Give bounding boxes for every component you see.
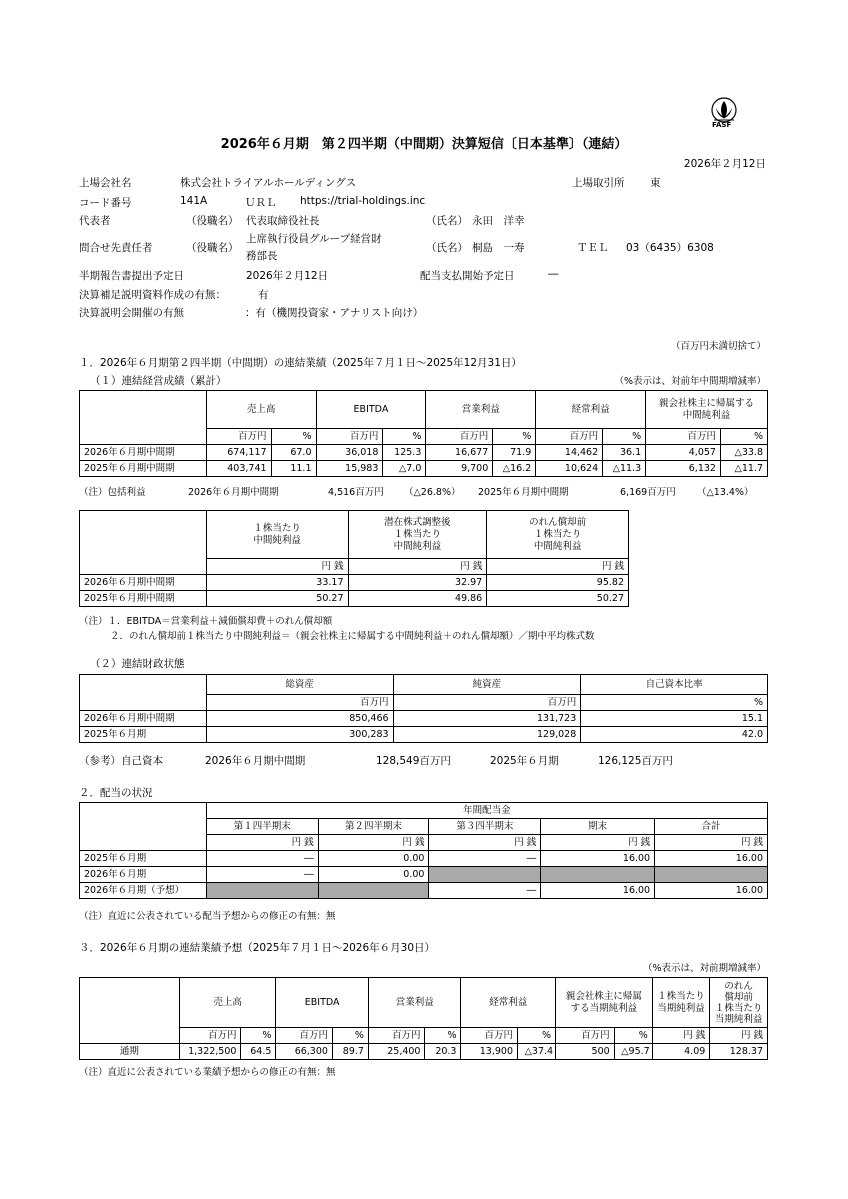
cell: 0.00 [318, 851, 429, 867]
ref-equity-cur: 128,549百万円 [376, 755, 451, 767]
col-eps-bg-line3: 中間純利益 [533, 540, 582, 552]
cell: △33.8 [720, 445, 767, 461]
col-sales: 売上高 [179, 978, 276, 1028]
briefing-value: ：有（機関投資家・アナリスト向け） [245, 307, 424, 319]
col-total-assets: 総資産 [206, 675, 393, 695]
unit: 円 銭 [710, 1028, 768, 1044]
row-label: 2025年６月期 [80, 851, 207, 867]
col-ebitda: EBITDA [276, 978, 369, 1028]
col-eps-bg-line1: のれん償却前 [529, 516, 587, 528]
briefing-label: 決算説明会開催の有無 [79, 307, 184, 319]
ref-equity-cur-label: 2026年６月期中間期 [205, 755, 306, 767]
unit: % [425, 1028, 461, 1044]
contact-name: 桐島 一寿 [472, 242, 525, 254]
col-total: 合計 [655, 819, 768, 835]
cell: 25,400 [368, 1044, 425, 1060]
col-eps [652, 978, 710, 1028]
cell: 49.86 [348, 591, 487, 607]
unit: % [581, 695, 768, 711]
dividend-start: ― [548, 268, 559, 280]
cell: 16.00 [541, 851, 655, 867]
tel-label: ＴＥＬ [577, 242, 609, 254]
col-eps-bg-line4: 当期純利益 [714, 1013, 763, 1025]
col-net-income [646, 391, 768, 429]
unit: 円 銭 [429, 835, 541, 851]
unit: 百万円 [368, 1028, 425, 1044]
col-eps-line2: 当期純利益 [657, 1002, 705, 1014]
exchange-label: 上場取引所 [572, 177, 625, 189]
cell: 16.00 [541, 883, 655, 899]
comp-income-prev: 6,169百万円 [620, 487, 676, 498]
cell: △95.7 [614, 1044, 652, 1060]
cell: 64.5 [241, 1044, 276, 1060]
table-row [80, 711, 768, 727]
col-net-income-line1: 親会社株主に帰属する [659, 397, 755, 409]
col-year-end: 期末 [541, 819, 655, 835]
unit: 円 銭 [487, 559, 629, 575]
rep-label: 代表者 [79, 215, 111, 227]
cell: 850,466 [206, 711, 393, 727]
ref-equity-label: （参考）自己資本 [79, 755, 163, 767]
fasf-logo-text: FASF [712, 121, 732, 129]
col-diluted-eps-line2: １株当たり [393, 528, 442, 540]
cell: △16.2 [493, 461, 536, 477]
financial-position-table [79, 674, 768, 743]
cell: 6,132 [646, 461, 721, 477]
cell: 125.3 [383, 445, 426, 461]
cell: 9,700 [426, 461, 493, 477]
cell: 71.9 [493, 445, 536, 461]
col-net-income [556, 978, 653, 1028]
contact-label: 問合せ先責任者 [79, 242, 153, 254]
cell: 1,322,500 [179, 1044, 241, 1060]
unit: 円 銭 [541, 835, 655, 851]
unit: % [241, 1028, 276, 1044]
cell: ― [206, 867, 318, 883]
unit: % [493, 429, 536, 445]
ref-equity-prev: 126,125百万円 [598, 755, 673, 767]
unit: 百万円 [276, 1028, 333, 1044]
table-row [80, 727, 768, 743]
cell: 36.1 [603, 445, 646, 461]
report-date-label: 半期報告書提出予定日 [79, 270, 184, 282]
rep-name-label: （氏名） [426, 215, 468, 227]
table-row [80, 591, 629, 607]
cell: 95.82 [487, 575, 629, 591]
col-diluted-eps-line1: 潜在株式調整後 [384, 516, 451, 528]
unit: 円 銭 [348, 559, 487, 575]
cell: 403,741 [206, 461, 271, 477]
col-ordinary-income: 経常利益 [461, 978, 556, 1028]
col-diluted-eps [348, 511, 487, 559]
header-blank [80, 391, 207, 429]
col-eps-bg-line3: １株当たり [714, 1002, 763, 1014]
col-eps-before-goodwill [487, 511, 629, 559]
col-operating-income: 営業利益 [426, 391, 536, 429]
cell: ― [429, 851, 541, 867]
company-url[interactable]: https://trial-holdings.inc [300, 195, 426, 207]
code-number: 141A [180, 195, 208, 207]
cell: 14,462 [536, 445, 603, 461]
col-diluted-eps-line3: 中間純利益 [393, 540, 442, 552]
comp-income-note: （注）包括利益 [79, 487, 146, 498]
dividend-note: （注）直近に公表されている配当予想からの修正の有無：無 [79, 911, 336, 922]
unit: 百万円 [426, 429, 493, 445]
comp-income-cur-pct: （△26.8%） [404, 487, 461, 498]
report-submission-date: 2026年２月12日 [246, 270, 329, 282]
cell: △37.4 [518, 1044, 556, 1060]
cell: 131,723 [393, 711, 581, 727]
header-blank [80, 511, 207, 559]
dividend-table [79, 802, 768, 899]
col-ebitda: EBITDA [316, 391, 426, 429]
unit: % [332, 1028, 368, 1044]
cell: △7.0 [383, 461, 426, 477]
col-eps [206, 511, 348, 559]
rep-name: 永田 洋幸 [472, 215, 525, 227]
cell: 67.0 [271, 445, 316, 461]
supp-material-value: 有 [258, 289, 269, 301]
col-q3: 第３四半期末 [429, 819, 541, 835]
row-label: 2025年６月期 [80, 727, 207, 743]
section2-title: ２．配当の状況 [79, 787, 153, 799]
section1-title: １．2026年６月期第２四半期（中間期）の連結業績（2025年７月１日～2025年12月31日） [79, 357, 522, 369]
gray-cell [541, 867, 655, 883]
col-net-assets: 純資産 [393, 675, 581, 695]
code-label: コード番号 [79, 197, 132, 209]
cell: 15,983 [316, 461, 383, 477]
cell: 500 [556, 1044, 615, 1060]
gray-cell [206, 883, 318, 899]
col-sales: 売上高 [206, 391, 316, 429]
cell: △11.7 [720, 461, 767, 477]
cell: 16.00 [655, 883, 768, 899]
row-label: 2026年６月期（予想） [80, 883, 207, 899]
cell: 4,057 [646, 445, 721, 461]
table-row [80, 851, 768, 867]
unit: 百万円 [393, 695, 581, 711]
eps-note2: ２．のれん償却前１株当たり中間純利益＝（親会社株主に帰属する中間純利益＋のれん償却額）／期中平均株式数 [110, 631, 595, 642]
unit: 円 銭 [206, 559, 348, 575]
unit: 百万円 [461, 1028, 518, 1044]
col-net-income-line2: 中間純利益 [682, 409, 731, 421]
unit: % [383, 429, 426, 445]
page-title: 2026年６月期 第２四半期（中間期）決算短信〔日本基準〕（連結） [220, 137, 628, 152]
comp-income-prev-label: 2025年６月期中間期 [478, 487, 569, 498]
cell: 128.37 [710, 1044, 768, 1060]
col-eps-line2: 中間純利益 [253, 534, 301, 546]
col-q1: 第１四半期末 [206, 819, 318, 835]
url-label: ＵＲＬ [245, 197, 277, 209]
table-row [80, 461, 768, 477]
cell: 674,117 [206, 445, 271, 461]
gray-cell [655, 867, 768, 883]
forecast-table [79, 977, 768, 1060]
col-q2: 第２四半期末 [318, 819, 429, 835]
table-row [80, 883, 768, 899]
row-label: 2026年６月期中間期 [80, 445, 207, 461]
cell: 13,900 [461, 1044, 518, 1060]
col-eps-before-goodwill [710, 978, 768, 1028]
cell: △11.3 [603, 461, 646, 477]
supp-material-label: 決算補足説明資料作成の有無： [79, 289, 226, 301]
col-eps-line1: １株当たり [253, 522, 301, 534]
unit: 百万円 [316, 429, 383, 445]
unit: % [603, 429, 646, 445]
comp-income-cur-label: 2026年６月期中間期 [188, 487, 279, 498]
rep-title-label: （役職名） [186, 215, 239, 227]
fasf-logo [708, 96, 740, 132]
cell: 11.1 [271, 461, 316, 477]
section3-title: ３．2026年６月期の連結業績予想（2025年７月１日～2026年６月30日） [79, 942, 436, 954]
section3-note: （%表示は、対前期増減率） [642, 963, 766, 974]
header-blank [80, 803, 207, 819]
tel-number: 03（6435）6308 [626, 242, 714, 254]
section1-1-title: （１）連結経営成績（累計） [90, 375, 227, 387]
col-ordinary-income: 経常利益 [536, 391, 646, 429]
unit: 百万円 [536, 429, 603, 445]
unit: 円 銭 [206, 835, 318, 851]
cell: 300,283 [206, 727, 393, 743]
section1-2-title: （２）連結財政状態 [90, 658, 185, 670]
cell: ― [206, 851, 318, 867]
col-net-income-line1: 親会社株主に帰属 [565, 990, 642, 1002]
rep-title: 代表取締役社長 [246, 215, 320, 227]
row-label: 2026年６月期中間期 [80, 711, 207, 727]
unit: 百万円 [646, 429, 721, 445]
col-eps-line1: １株当たり [657, 990, 705, 1002]
header-blank [80, 978, 180, 1028]
cell: 50.27 [487, 591, 629, 607]
unit: 百万円 [556, 1028, 615, 1044]
col-annual-dividend: 年間配当金 [206, 803, 767, 819]
exchange: 東 [650, 177, 661, 189]
unit: 円 銭 [318, 835, 429, 851]
cell: 15.1 [581, 711, 768, 727]
listed-company: 株式会社トライアルホールディングス [180, 177, 357, 189]
cell: 16.00 [655, 851, 768, 867]
col-eps-bg-line2: 償却前 [724, 991, 753, 1003]
contact-title-line2: 務部長 [246, 250, 278, 262]
cell: 89.7 [332, 1044, 368, 1060]
comp-income-cur: 4,516百万円 [328, 487, 384, 498]
report-date: 2026年２月12日 [683, 158, 766, 170]
row-label: 2026年６月期中間期 [80, 575, 207, 591]
unit: % [271, 429, 316, 445]
unit: 百万円 [179, 1028, 241, 1044]
forecast-note: （注）直近に公表されている業績予想からの修正の有無：無 [79, 1067, 336, 1078]
col-equity-ratio: 自己資本比率 [581, 675, 768, 695]
gray-cell [429, 867, 541, 883]
cell: 32.97 [348, 575, 487, 591]
unit: % [518, 1028, 556, 1044]
comp-income-prev-pct: （△13.4%） [697, 487, 754, 498]
cell: 4.09 [652, 1044, 710, 1060]
col-net-income-line2: する当期純利益 [570, 1002, 638, 1014]
cell: 16,677 [426, 445, 493, 461]
cell: 42.0 [581, 727, 768, 743]
ref-equity-prev-label: 2025年６月期 [490, 755, 559, 767]
gray-cell [318, 883, 429, 899]
cell: 129,028 [393, 727, 581, 743]
col-eps-bg-line1: のれん [724, 980, 753, 992]
rounding-note: （百万円未満切捨て） [670, 341, 766, 352]
table-row [80, 445, 768, 461]
listed-company-label: 上場会社名 [79, 177, 132, 189]
table-row [80, 1044, 768, 1060]
eps-table [79, 510, 629, 607]
cell: 20.3 [425, 1044, 461, 1060]
table-row [80, 575, 629, 591]
col-eps-bg-line2: １株当たり [533, 528, 582, 540]
section1-1-note: （%表示は、対前年中間期増減率） [614, 376, 766, 387]
unit: 円 銭 [652, 1028, 710, 1044]
cell: 36,018 [316, 445, 383, 461]
header-blank [80, 675, 207, 695]
row-label: 通期 [80, 1044, 180, 1060]
unit: 円 銭 [655, 835, 768, 851]
cell: 50.27 [206, 591, 348, 607]
row-label: 2025年６月期中間期 [80, 461, 207, 477]
row-label: 2026年６月期 [80, 867, 207, 883]
contact-title-line1: 上席執行役員グループ経営財 [246, 233, 382, 245]
cell: 10,624 [536, 461, 603, 477]
contact-name-label: （氏名） [426, 242, 468, 254]
operating-results-table [79, 390, 768, 477]
table-row [80, 867, 768, 883]
cell: 33.17 [206, 575, 348, 591]
unit: % [720, 429, 767, 445]
cell: 0.00 [318, 867, 429, 883]
col-operating-income: 営業利益 [368, 978, 461, 1028]
cell: ― [429, 883, 541, 899]
row-label: 2025年６月期中間期 [80, 591, 207, 607]
unit: 百万円 [206, 695, 393, 711]
cell: 66,300 [276, 1044, 333, 1060]
eps-note1: （注）１．EBITDA＝営業利益＋減価償却費＋のれん償却額 [79, 616, 333, 627]
unit: % [614, 1028, 652, 1044]
contact-title-label: （役職名） [186, 242, 239, 254]
unit: 百万円 [206, 429, 271, 445]
dividend-start-label: 配当支払開始予定日 [420, 270, 515, 282]
